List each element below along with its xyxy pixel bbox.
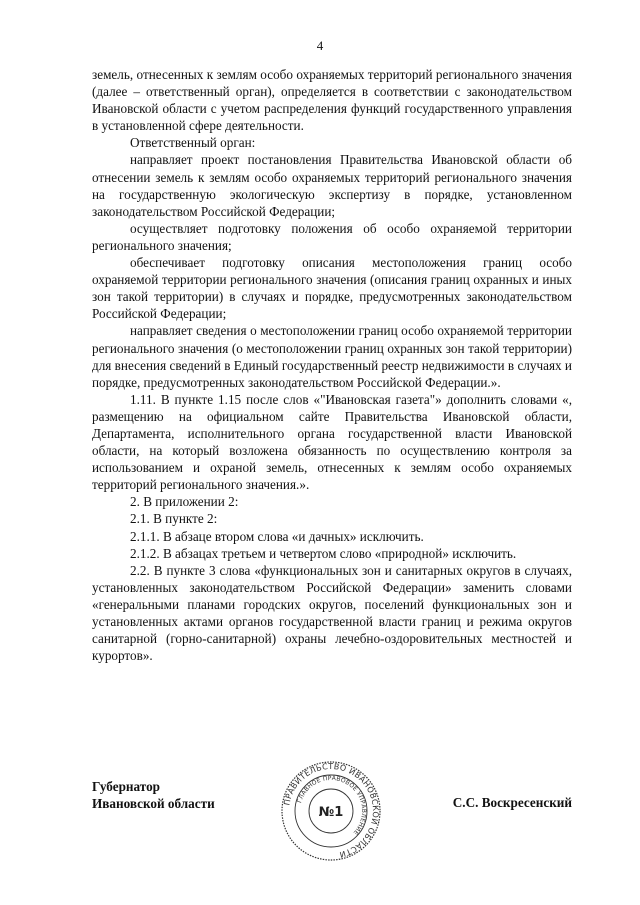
signatory-title-line1: Губернатор [92, 779, 160, 794]
page-number: 4 [316, 38, 324, 53]
paragraph: 2.1. В пункте 2: [130, 511, 218, 527]
document-body [92, 66, 572, 664]
paragraph: 2.1.2. В абзацах третьем и четвертом слово «природной» исключить. [130, 545, 517, 561]
signatory-title [92, 778, 215, 812]
paragraph: 2.2. В пункте 3 слова «функциональных зон и санитарных округов в случаях, установленных законодательством Российской Федерации» заменить словами «генеральными планами городских округов, поселений функциональных зон и установленных актами органов государственной власти границ и режима округов санитарной (горно-санитарной) охраны лечебно-оздоровительных местностей и курортов». [92, 562, 572, 664]
paragraph: земель, отнесенных к землям особо охраняемых территорий регионального значения (далее – ответственный орган), определяется в соответствии с законодательством Ивановской области с учетом распределения функций государственного управления в установленной сфере деятельности. [92, 67, 572, 134]
signatory-name: С.С. Воскресенский [452, 795, 572, 810]
paragraph: 2. В приложении 2: [130, 494, 239, 510]
paragraph: 2.1.1. В абзаце втором слова «и дачных» исключить. [130, 528, 424, 544]
paragraph: направляет сведения о местоположении границ особо охраняемой территории регионального значения (о местоположении границ охранных зон такой территории) для внесения сведений в Единый государственный реестр недвижимости в случаях и порядке, предусмотренных законодательством Российской Федерации.». [92, 323, 572, 390]
signatory-title-line2: Ивановской области [92, 796, 215, 811]
signature-block [92, 760, 572, 860]
seal-outer-text: ПРАВИТЕЛЬСТВО ИВАНОВСКОЙ ОБЛАСТИ [282, 761, 381, 860]
paragraph: обеспечивает подготовку описания местоположения границ особо охраняемой территории регионального значения (описания границ охранных и иных зон такой территории) в случаях и порядке, предусмотренных законодательством Российской Федерации; [92, 255, 572, 322]
seal-number: №1 [318, 805, 344, 820]
seal-inner-text: ГЛАВНОЕ ПРАВОВОЕ УПРАВЛЕНИЕ [296, 774, 368, 837]
paragraph: 1.11. В пункте 1.15 после слов «"Ивановская газета"» дополнить словами «, размещению на официальном сайте Правительства Ивановской области, Департамента, исполнительного органа государственной власти Ивановской области, на который возложена обязанность по осуществлению контроля за использованием и охраной земель, отнесенных к землям особо охраняемых территорий регионального значения.». [92, 391, 572, 493]
paragraph: осуществляет подготовку положения об особо охраняемой территории регионального значения; [92, 220, 572, 253]
paragraph: Ответственный орган: [130, 135, 256, 151]
official-seal-stamp [280, 760, 382, 862]
paragraph: направляет проект постановления Правительства Ивановской области об отнесении земель к землям особо охраняемых территорий регионального значения на государственную экологическую экспертизу в порядке, установленном законодательством Российской Федерации; [92, 152, 572, 219]
